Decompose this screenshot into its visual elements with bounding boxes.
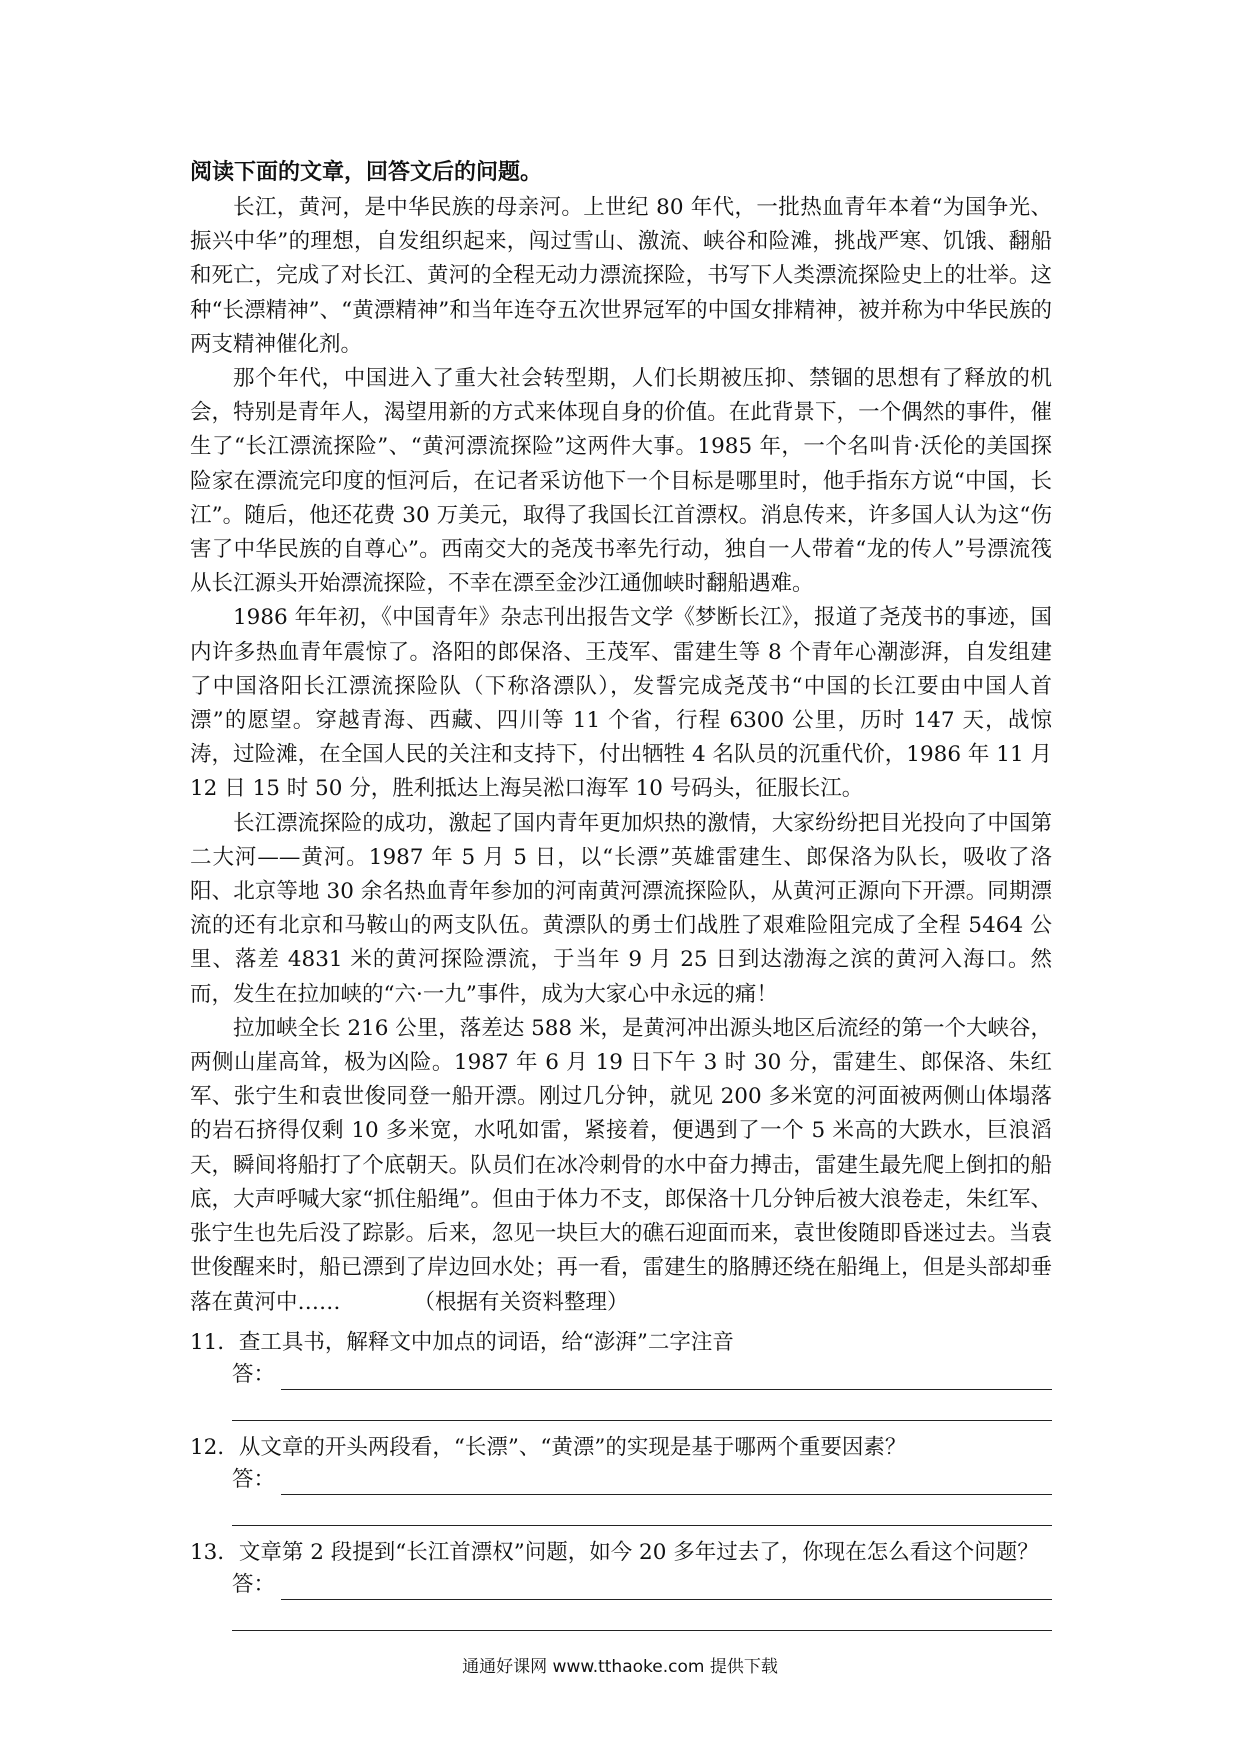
answer-line[interactable] [281,1474,1052,1495]
answer-line-2[interactable] [232,1390,1052,1421]
source-note: （根据有关资料整理） [413,1289,629,1315]
paragraph-1: 长江，黄河，是中华民族的母亲河。上世纪 80 年代，一批热血青年本着“为国争光、振兴中华”的理想，自发组织起来，闯过雪山、激流、峡谷和险滩，挑战严寒、饥饿、翻船和死亡，完成了对长江、黄河的全程无动力漂流探险，书写下人类漂流探险史上的壮举。这种“长漂精神”、“黄漂精神”和当年连夺五次世界冠军的中国女排精神，被并称为中华民族的两支精神催化剂。 [190,195,1052,357]
answer-label: 答： [232,1466,276,1492]
paragraph-2: 那个年代，中国进入了重大社会转型期，人们长期被压抑、禁锢的思想有了释放的机会，特别是青年人，渴望用新的方式来体现自身的价值。在此背景下，一个偶然的事件，催生了“长江漂流探险”、“黄河漂流探险”这两件大事。1985 年，一个名叫肯·沃伦的美国探险家在漂流完印度的恒河后，在记者采访他下一个目标是哪里时，他手指东方说“中国，长江”。随后，他还花费 30 万美元，取得了我国长江首漂权。消息传来，许多国人认为这“伤害了中华民族的自尊心”。西南交大的尧茂书率先行动，独自一人带着“龙的传人”号漂流筏从长江源头开始漂流探险，不幸在漂至金沙江通伽峡时翻船遇难。 [190,366,1052,597]
answer-line-2[interactable] [232,1600,1052,1631]
paragraph-4: 长江漂流探险的成功，激起了国内青年更加炽热的激情，大家纷纷把目光投向了中国第二大河——黄河。1987 年 5 月 5 日，以“长漂”英雄雷建生、郎保洛为队长，吸收了洛阳、北京等地 30 余名热血青年参加的河南黄河漂流探险队，从黄河正源向下开漂。同期漂流的还有北京和马鞍山的两支队伍。黄漂队的勇士们战胜了艰难险阻完成了全程 5464 公里、落差 4831 米的黄河探险漂流，于当年 9 月 25 日到达渤海之滨的黄河入海口。然而，发生在拉加峡的“六·一九”事件，成为大家心中永远的痛！ [190,810,1052,1007]
footer-download-note: 通通好课网 www.tthaoke.com 提供下载 [462,1657,778,1677]
answer-line[interactable] [281,1369,1052,1390]
question-11 [190,1326,1052,1421]
answer-row [232,1570,1052,1600]
question-text: 12．从文章的开头两段看，“长漂”、“黄漂”的实现是基于哪两个重要因素？ [190,1434,907,1460]
paragraph-3: 1986 年年初，《中国青年》杂志刊出报告文学《梦断长江》，报道了尧茂书的事迹，国内许多热血青年震惊了。洛阳的郎保洛、王茂军、雷建生等 8 个青年心潮澎湃，自发组建了中国洛阳长江漂流探险队（下称洛漂队），发誓完成尧茂书“中国的长江要由中国人首漂”的愿望。穿越青海、西藏、四川等 11 个省，行程 6300 公里，历时 147 天，战惊涛，过险滩，在全国人民的关注和支持下，付出牺牲 4 名队员的沉重代价，1986 年 11 月 12 日 15 时 50 分，胜利抵达上海吴淞口海军 10 号码头，征服长江。 [190,605,1052,802]
reading-passage [190,155,1052,1641]
question-12 [190,1431,1052,1526]
question-text: 13．文章第 2 段提到“长江首漂权”问题，如今 20 多年过去了，你现在怎么看这个问题？ [190,1539,1039,1565]
question-text: 11．查工具书，解释文中加点的词语，给“澎湃”二字注音 [190,1329,734,1355]
answer-line-2[interactable] [232,1495,1052,1526]
answer-line[interactable] [281,1579,1052,1600]
question-list [190,1326,1052,1631]
paragraph-5 [190,1012,1052,1320]
instruction-heading: 阅读下面的文章，回答文后的问题。 [190,159,543,185]
question-13 [190,1536,1052,1631]
answer-row [232,1360,1052,1390]
answer-label: 答： [232,1361,276,1387]
answer-row [232,1465,1052,1495]
answer-label: 答： [232,1571,276,1597]
paragraph-5-text: 拉加峡全长 216 公里，落差达 588 米，是黄河冲出源头地区后流经的第一个大峡谷，两侧山崖高耸，极为凶险。1987 年 6 月 19 日下午 3 时 30 分，雷建生、郎保洛、朱红军、张宁生和袁世俊同登一船开漂。刚过几分钟，就见 200 多米宽的河面被两侧山体塌落的岩石挤得仅剩 10 多米宽，水吼如雷，紧接着，便遇到了一个 5 米高的大跌水，巨浪滔天，瞬间将船打了个底朝天。队员们在冰冷刺骨的水中奋力搏击，雷建生最先爬上倒扣的船底，大声呼喊大家“抓住船绳”。但由于体力不支，郎保洛十几分钟后被大浪卷走，朱红军、张宁生也先后没了踪影。后来，忽见一块巨大的礁石迎面而来，袁世俊随即昏迷过去。当袁世俊醒来时，船已漂到了岸边回水处；再一看，雷建生的胳膊还绕在船绳上，但是头部却垂落在黄河中…… [190,1015,1052,1315]
